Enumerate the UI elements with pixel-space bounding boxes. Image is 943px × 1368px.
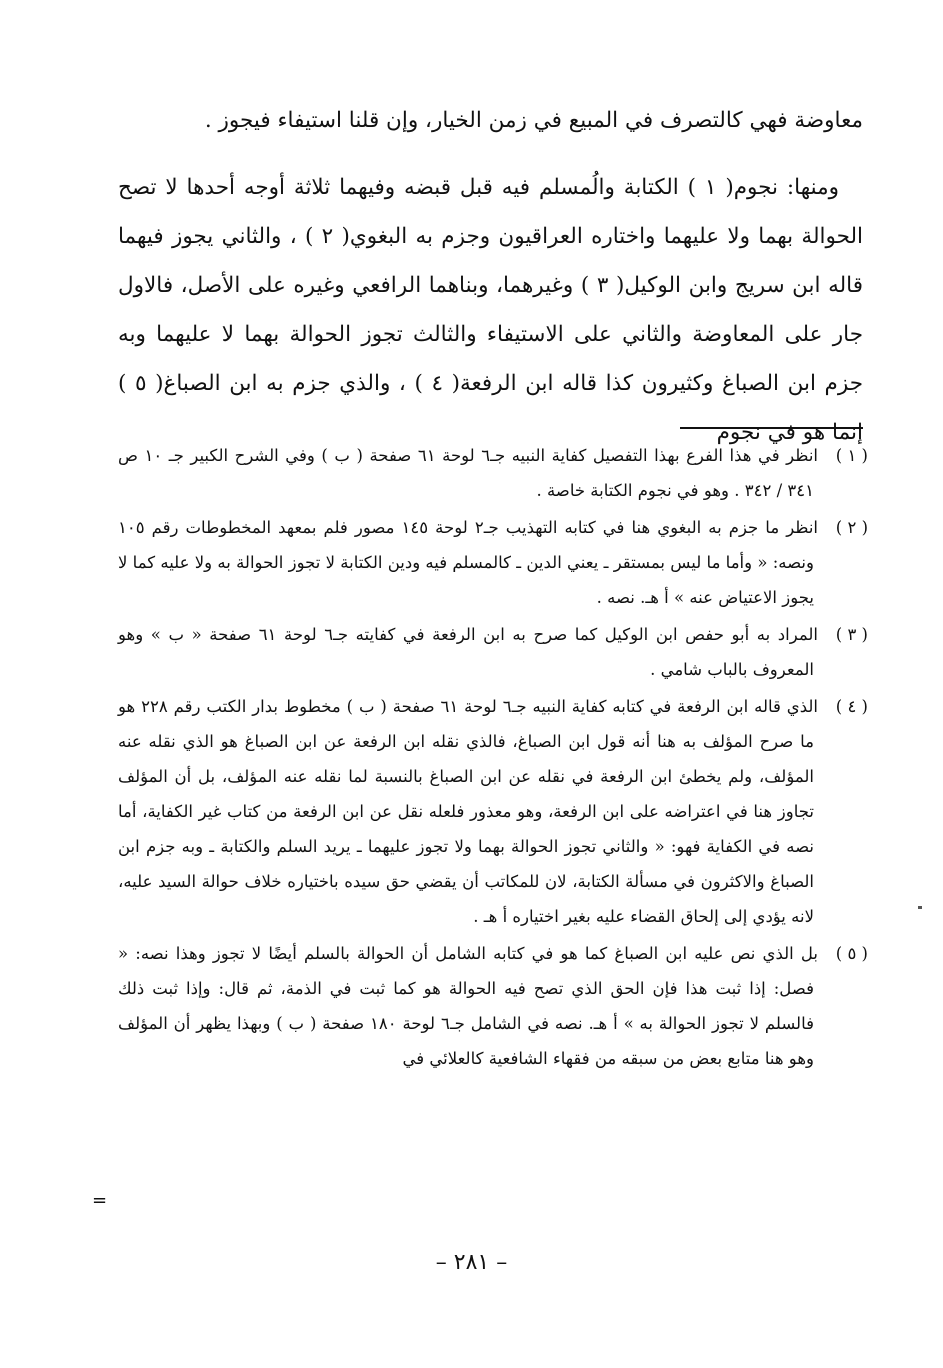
scan-speck [918, 906, 922, 909]
footnote-text: المراد به أبو حفص ابن الوكيل كما صرح به ابن الرفعة في كفايته جـ٦ لوحة ٦١ صفحة « ب » وهو المعروف بالباب شامي . [118, 625, 818, 679]
footnote-1 [118, 438, 868, 508]
footnote-number: ( ٣ ) [835, 625, 868, 644]
footnote-separator-rule [680, 427, 863, 429]
footnote-4 [118, 689, 868, 934]
page-number: – ٢٨١ – [435, 1250, 508, 1275]
footnote-text: الذي قاله ابن الرفعة في كتابه كفاية النبيه جـ٦ لوحة ٦١ صفحة ( ب ) مخطوط بدار الكتب رقم ٢٢٨ هو ما صرح المؤلف به هنا أنه قول ابن الصباغ، فالذي نقله ابن الرفعة عن ابن الصباغ هو الذي نقله عنه المؤلف، ولم يخطئ ابن الرفعة في نقله عن ابن الصباغ بالنسبة لما نقله عنه المؤلف، بل أن المؤلف تجاوز هنا في اعتراضه على ابن الرفعة، وهو معذور فلعله نقل عن ابن الرفعة من كتاب غير الكفاية، أما نصه في الكفاية فهو: « والثاني تجوز الحوالة بهما ولا تجوز عليهما ـ يريد السلم والكتابة ـ وبه جزم ابن الصباغ والاكثرون في مسألة الكتابة، لان للمكاتب أن يقضي حق سيده باختياره خلاف حوالة السيد عليه، لانه يؤدي إلى إلحاق القضاء عليه بغير اختياره أ هـ . [118, 697, 818, 926]
main-text-block [118, 96, 863, 457]
footnote-number: ( ٢ ) [835, 518, 869, 537]
continuation-mark: = [92, 1190, 108, 1211]
footnote-number: ( ٤ ) [835, 697, 868, 716]
footnote-text: بل الذي نص عليه ابن الصباغ كما هو في كتابه الشامل أن الحوالة بالسلم أيضًا لا تجوز وهذا نصه: « فصل: إذا ثبت هذا فإن الحق الذي تصح فيه الحوالة هو كما ثبت في الذمة، ثم قال: وإذا ثبت ذلك فالسلم لا تجوز الحوالة به » أ هـ. نصه في الشامل جـ٦ لوحة ١٨٠ صفحة ( ب ) وبهذا يظهر أن المؤلف وهو هنا متابع بعض من سبقه من فقهاء الشافعية كالعلائي في [118, 944, 818, 1068]
main-paragraph-1: معاوضة فهي كالتصرف في المبيع في زمن الخيار، وإن قلنا استيفاء فيجوز . [204, 108, 863, 133]
footnotes-section [118, 438, 868, 1078]
main-paragraph-2: ومنها: نجوم( ١ ) الكتابة والُمسلم فيه قبل قبضه وفيهما ثلاثة أوجه أحدها لا تصح الحوالة بهما ولا عليهما واختاره العراقيون وجزم به البغوي( ٢ ) ، والثاني يجوز فيهما قاله ابن سريج وابن الوكيل( ٣ ) وغيرهما، وبناهما الرافعي وغيره على الأصل، فالاول جار على المعاوضة والثاني على الاستيفاء والثالث تجوز الحوالة بهما لا عليهما وبه جزم ابن الصباغ وكثيرون كذا قاله ابن الرفعة( ٤ ) ، والذي جزم به ابن الصباغ( ٥ ) إنما هو في نجوم [118, 175, 863, 445]
footnote-2 [118, 510, 868, 615]
footnote-3 [118, 617, 868, 687]
footnote-text: انظر في هذا الفرع بهذا التفصيل كفاية النبيه جـ٦ لوحة ٦١ صفحة ( ب ) وفي الشرح الكبير جـ ١٠ ص ٣٤١ / ٣٤٢ . وهو في نجوم الكتابة خاصة . [118, 446, 818, 500]
footnote-number: ( ٥ ) [835, 944, 868, 963]
footnote-number: ( ١ ) [835, 446, 868, 465]
footnote-5 [118, 936, 868, 1076]
footnote-text: انظر ما جزم به البغوي هنا في كتابه التهذيب جـ٢ لوحة ١٤٥ مصور فلم بمعهد المخطوطات رقم ١٠٥ ونصه: « وأما ما ليس بمستقر ـ يعني الدين ـ كالمسلم فيه ودين الكتابة لا تجوز الحوالة به ولا عليه كما لا يجوز الاعتياض عنه » أ هـ. نصه . [118, 518, 819, 607]
